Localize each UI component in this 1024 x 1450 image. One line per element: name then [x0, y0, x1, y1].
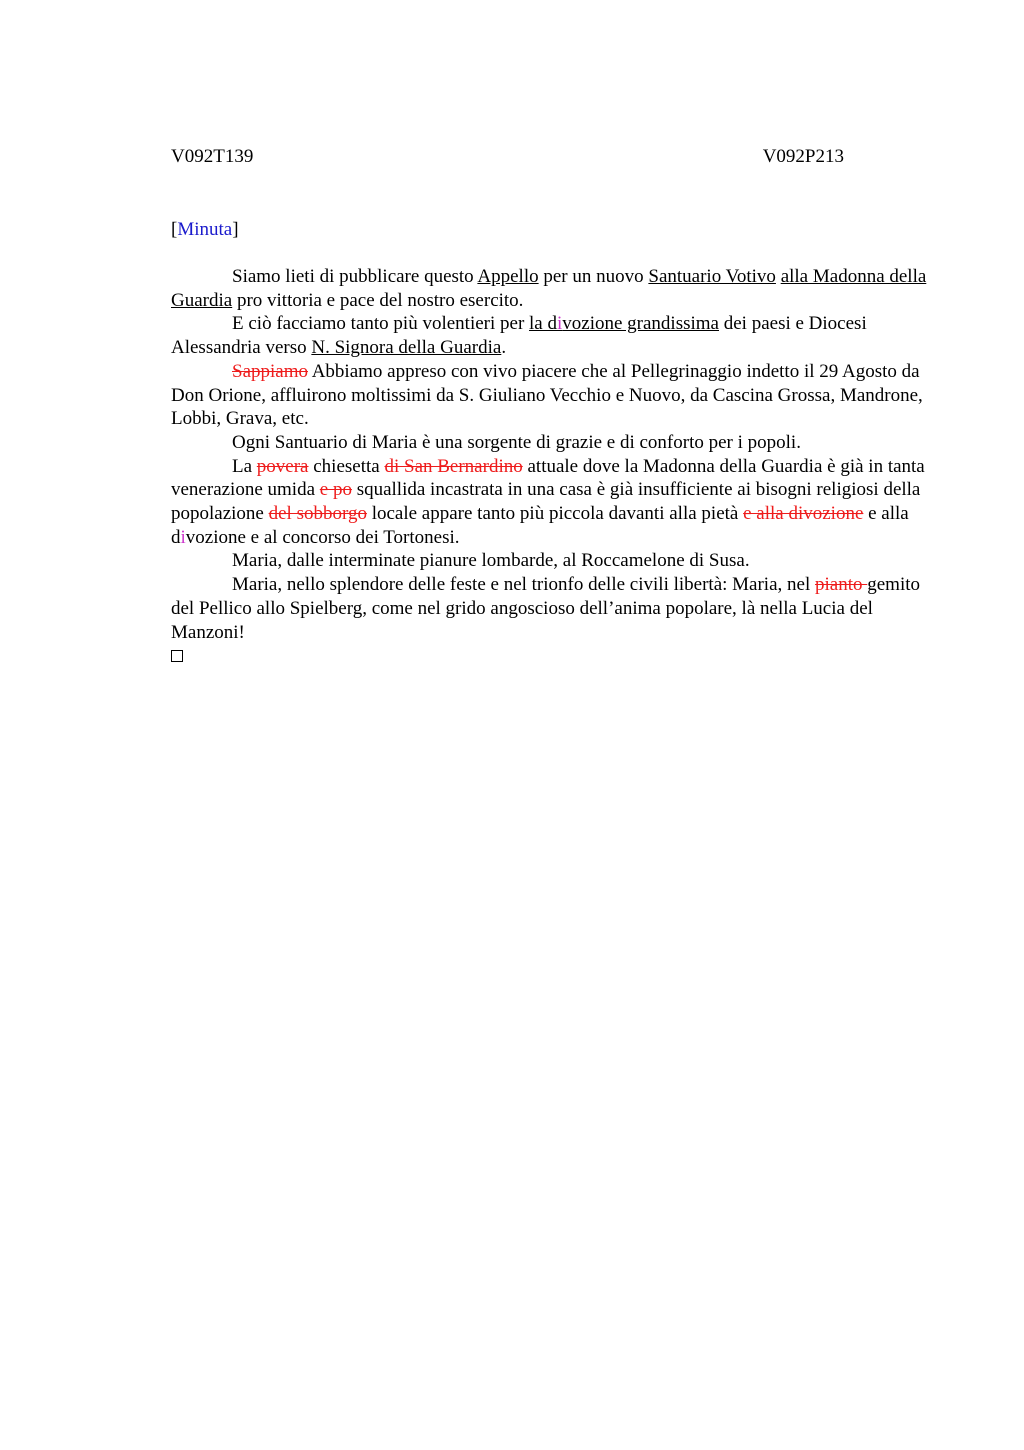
- underlined-text: [529, 313, 719, 334]
- paragraph-5: [171, 455, 931, 550]
- paragraph-1: [171, 265, 931, 312]
- deleted-text: e alla divozione: [743, 503, 864, 525]
- text-run: la d: [529, 313, 557, 335]
- document-code-left: V092T139: [171, 146, 254, 167]
- deleted-text: e po: [319, 479, 352, 501]
- end-marker: [171, 644, 931, 668]
- deleted-text: Sappiamo: [232, 360, 308, 382]
- text-run: locale appare tanto più piccola davanti alla pietà: [366, 503, 744, 525]
- label-text: Minuta: [177, 219, 233, 240]
- paragraph-7: [171, 573, 931, 644]
- label-close-bracket: ]: [232, 219, 239, 240]
- text-run: vozione grandissima: [562, 313, 719, 335]
- text-run: dei paesi e Diocesi Alessandria verso: [171, 313, 867, 359]
- text-run: Siamo lieti di pubblicare questo: [232, 266, 478, 287]
- document-label: [171, 218, 239, 242]
- deleted-text: pianto: [814, 574, 868, 596]
- inserted-letter: i: [557, 313, 563, 335]
- paragraph-6: [171, 549, 931, 573]
- paragraph-4: [171, 431, 931, 455]
- text-run: vozione e al concorso dei Tortonesi.: [185, 526, 460, 548]
- text-run: attuale dove la Madonna della Guardia è già in tanta venerazione umida: [171, 455, 925, 501]
- paragraph-2: [171, 312, 931, 359]
- label-open-bracket: [: [171, 219, 178, 240]
- inserted-letter: i: [180, 526, 186, 548]
- text-run: E ciò facciamo tanto più volentieri per: [232, 313, 530, 335]
- deleted-text: del sobborgo: [268, 503, 367, 525]
- text-run: per un nuovo: [538, 266, 649, 287]
- text-run: Abbiamo appreso con vivo piacere che al Pellegrinaggio indetto il 29 Agosto da Don Orione, affluirono moltissimi da S. Giuliano Vecchio e Nuovo, da Cascina Grossa, Mandrone, Lobbi, Grava, etc.: [171, 360, 923, 430]
- text-run: .: [501, 337, 507, 359]
- text-run: e alla d: [171, 503, 909, 548]
- deleted-text: di San Bernardino: [384, 455, 523, 477]
- text-run: La: [232, 455, 257, 477]
- text-run: pro vittoria e pace del nostro esercito.: [232, 289, 524, 311]
- text-run: Ogni Santuario di Maria è una sorgente di grazie e di conforto per i popoli.: [232, 431, 801, 453]
- square-icon: [171, 650, 183, 662]
- paragraph-3: [171, 360, 931, 431]
- underlined-text: alla Madonna della Guardia: [171, 266, 927, 311]
- document-code-right: V092P213: [762, 146, 844, 167]
- text-run: gemito del Pellico allo Spielberg, come nel grido angoscioso dell’anima popolare, là nella Lucia del Manzoni!: [171, 574, 921, 643]
- text-run: squallida incastrata in una casa è già insufficiente ai bisogni religiosi della popolazione: [171, 479, 921, 525]
- page-header: [171, 146, 844, 170]
- text-run: chiesetta: [308, 455, 385, 477]
- text-run: Maria, dalle interminate pianure lombarde, al Roccamelone di Susa.: [232, 550, 750, 572]
- deleted-text: povera: [256, 455, 309, 477]
- underlined-text: Appello: [477, 266, 539, 287]
- underlined-text: Santuario Votivo: [648, 266, 776, 287]
- document-body: [171, 265, 931, 668]
- text-run: Maria, nello splendore delle feste e nel trionfo delle civili libertà: Maria, nel: [232, 574, 815, 596]
- underlined-text: N. Signora della Guardia: [311, 337, 502, 359]
